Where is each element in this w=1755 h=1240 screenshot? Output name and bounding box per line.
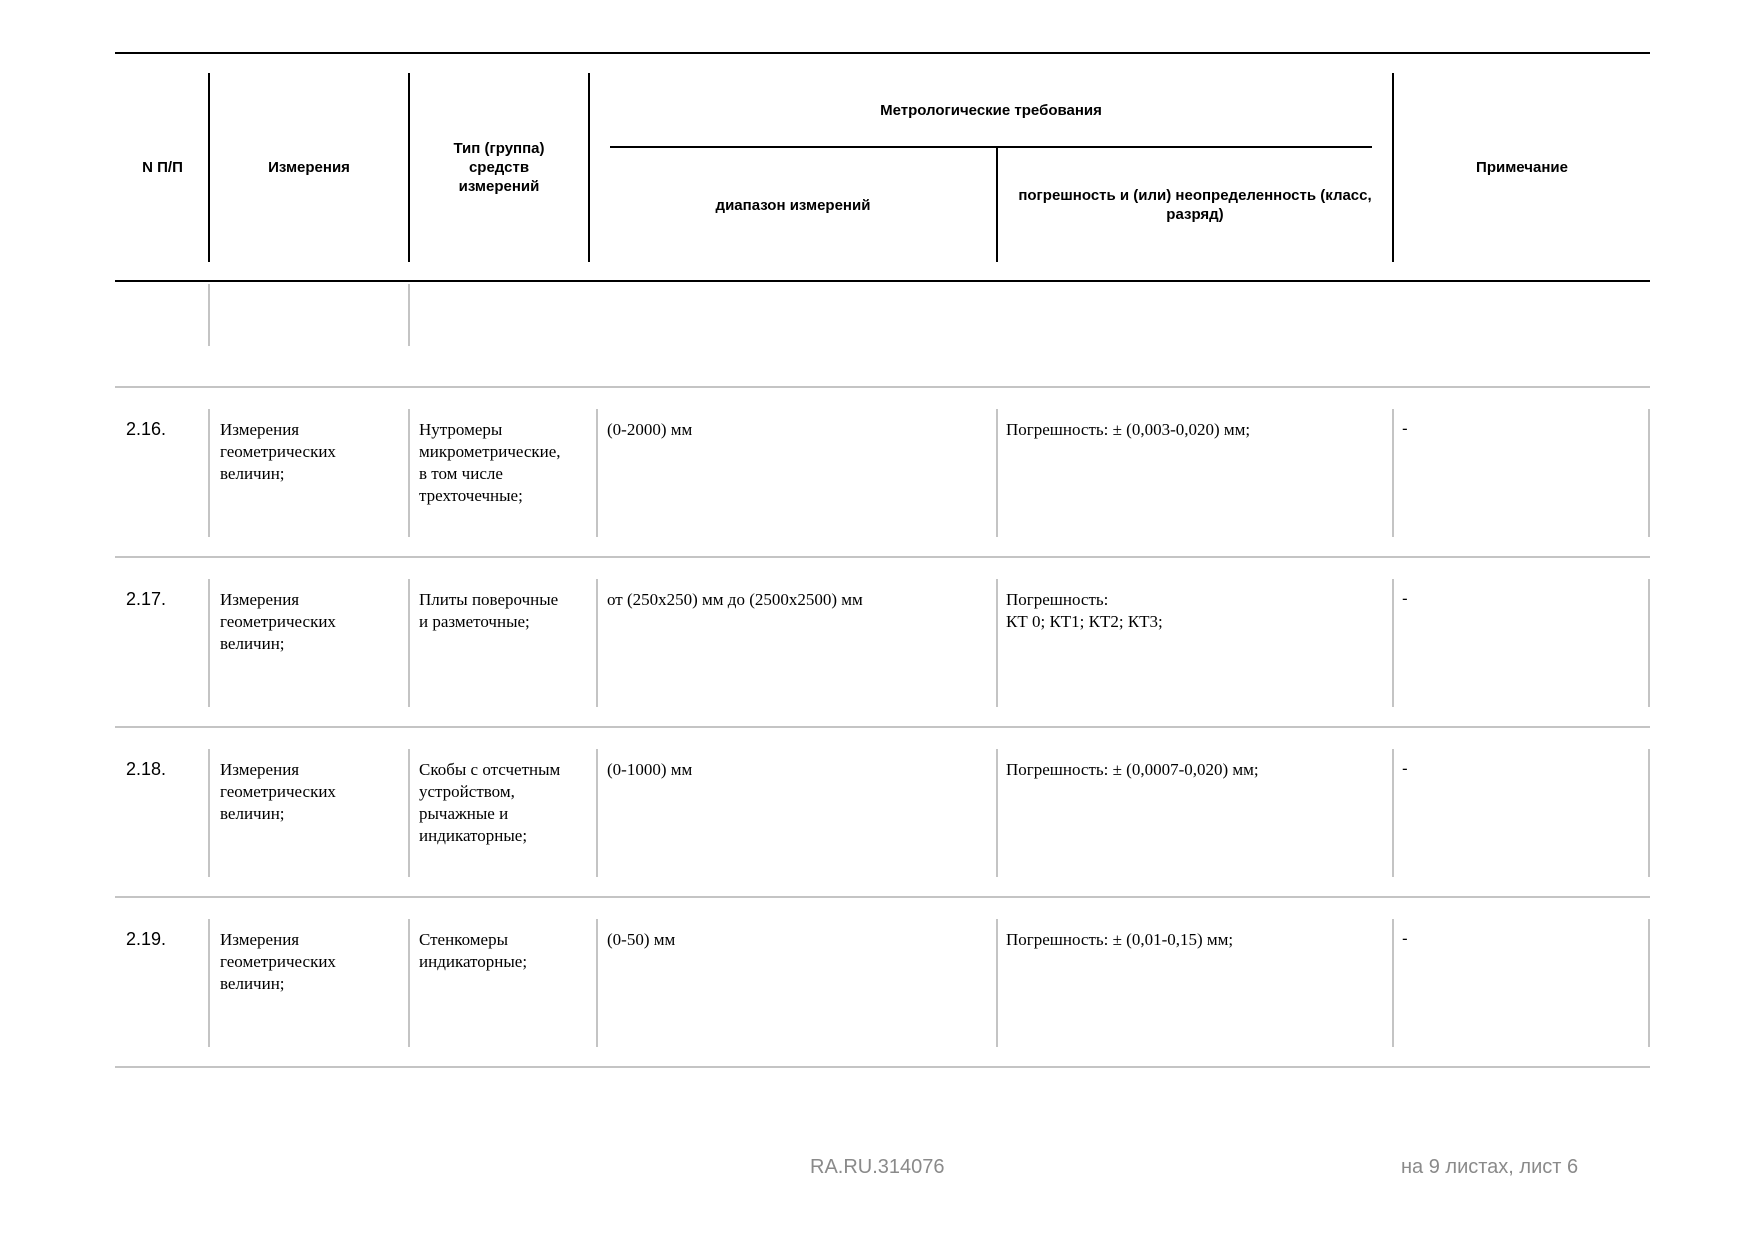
row-divider [208,919,210,1047]
row-divider [1648,919,1650,1047]
col-header-metro: Метрологические требования [880,101,1102,119]
row-divider [1648,749,1650,877]
row-number: 2.17. [126,589,167,609]
row-divider [408,409,410,537]
row-divider [996,749,998,877]
row-divider [408,749,410,877]
row-type: Нутромеры микрометрические, в том числе трехточечные; [419,420,561,505]
col-header-note: Примечание [1476,159,1568,176]
row-measurement: Измерения геометрических величин; [220,590,336,653]
row-type: Скобы с отсчетным устройством, рычажные и индикаторные; [419,760,561,845]
row-divider [208,749,210,877]
row-separator [115,556,1650,558]
row-range: (0-2000) мм [607,420,693,439]
certificate-number: RA.RU.314076 [810,1156,945,1178]
row-separator [115,896,1650,898]
row-divider [596,749,598,877]
row-divider [1392,409,1394,537]
row-error: Погрешность: ± (0,01-0,15) мм; [1006,930,1234,949]
row-note: - [1402,759,1408,778]
row-divider [1392,579,1394,707]
header-top-rule [115,52,1650,54]
row-range: (0-50) мм [607,930,676,949]
row-divider [1392,749,1394,877]
row-divider [596,409,598,537]
row-divider [996,409,998,537]
row-divider [208,409,210,537]
row-number: 2.18. [126,759,167,779]
row-separator [115,726,1650,728]
row-measurement: Измерения геометрических величин; [220,420,336,483]
row-divider [408,919,410,1047]
row-note: - [1402,929,1408,948]
continuation-divider [208,284,210,346]
row-note: - [1402,589,1408,608]
col-header-measurement: Измерения [268,159,350,176]
header-divider [408,73,410,262]
row-type: Плиты поверочные и разметочные; [419,590,559,631]
row-divider [996,919,998,1047]
row-number: 2.19. [126,929,167,949]
row-divider [596,579,598,707]
row-error: Погрешность: КТ 0; КТ1; КТ2; КТ3; [1006,590,1163,631]
row-range: от (250x250) мм до (2500x2500) мм [607,590,863,609]
row-range: (0-1000) мм [607,760,693,779]
row-divider [1392,919,1394,1047]
header-bottom-rule [115,280,1650,282]
col-header-num: N П/П [142,159,183,176]
row-divider [996,579,998,707]
row-measurement: Измерения геометрических величин; [220,930,336,993]
row-error: Погрешность: ± (0,0007-0,020) мм; [1006,760,1259,779]
header-divider [996,147,998,262]
continuation-divider [408,284,410,346]
row-divider [1648,409,1650,537]
row-number: 2.16. [126,419,167,439]
sheet-counter: на 9 листах, лист 6 [1401,1156,1579,1178]
col-header-error: погрешность и (или) неопределенность (класс, разряд) [1018,187,1372,223]
col-header-range: диапазон измерений [715,196,871,214]
row-error: Погрешность: ± (0,003-0,020) мм; [1006,420,1251,439]
row-divider [596,919,598,1047]
row-type: Стенкомеры индикаторные; [419,930,528,971]
row-measurement: Измерения геометрических величин; [220,760,336,823]
row-divider [408,579,410,707]
col-header-type: Тип (группа) средств измерений [453,140,545,195]
row-divider [1648,579,1650,707]
row-note: - [1402,419,1408,438]
row-separator [115,386,1650,388]
row-divider [208,579,210,707]
table-bottom-rule [115,1066,1650,1068]
